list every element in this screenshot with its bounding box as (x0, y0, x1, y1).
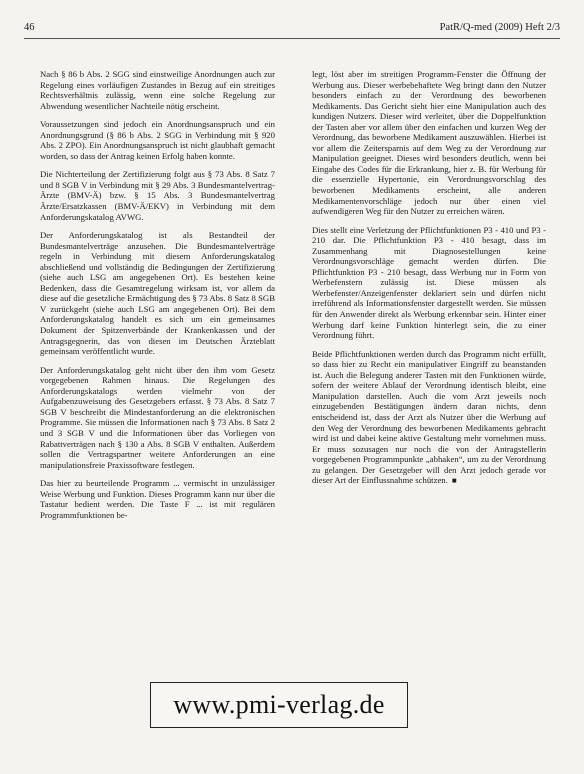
end-of-article-mark: ■ (451, 476, 457, 486)
left-column (40, 69, 275, 528)
paragraph: Dies stellt eine Verletzung der Pflichtfunktionen P3 - 410 und P3 - 210 dar. Die Pflichtfunktion P3 - 410 besagt, dass im Zusammenhang mit Diagnosestellungen keine Verordnungsvorschläge gemacht werden dürfen. Die Pflichtfunktion P3 - 210 besagt, dass Werbung nur in Form von Werbefenstern zulässig ist. Diese müssen als Werbefenster/Anzeigenfenster deklariert sein und dürfen nicht irreführend als Informationsfenster dargestellt werden. Sie müssen für den Anwender direkt als Werbung erkennbar sein. Hinter einer Werbung darf keine Funktion hinterlegt sein, die zu einer Verordnung führt. (312, 224, 546, 341)
header-rule (24, 38, 560, 39)
paragraph: Der Anforderungskatalog ist als Bestandteil der Bundesmantelverträge anzusehen. Die Bundesmantelverträge regeln in Verbindung mit diesem Anforderungskatalog abschließend und vollständig die Bedingungen der Zertifizierung (siehe auch LSG am angegebenen Ort). Es bestehen keine Bedenken, dass die Gesamtregelung wirksam ist, vor allem da diese auf die gesetzliche Ermächtigung des § 73 Abs. 8 Satz 8 SGB V zurückgeht (siehe auch LSG am angegebenen Ort). Bei dem Anforderungskatalog handelt es sich um ein gemeinsames Dokument der Spitzenverbände der Krankenkassen und der Antragsgegnerin, das von diesen im Deutschen Ärzteblatt gemeinsam veröffentlicht wurde. (40, 230, 275, 357)
paragraph: Das hier zu beurteilende Programm ... vermischt in unzulässiger Weise Werbung und Funktion. Dieses Programm kann nur über die Tastatur bedient werden. Die Taste F ... ist mit regulären Programmfunktionen be- (40, 478, 275, 520)
paragraph-text: Beide Pflichtfunktionen werden durch das Programm nicht erfüllt, so dass hier zu Recht ein manipulativer Eingriff zu beanstanden ist. Auch die Belegung anderer Tasten mit den Funktionen würde, sofern der weitere Ablauf der Verordnung identisch bleibt, eine Manipulation darstellen. Auch die vom Arzt jeweils noch einzugebenden Bestätigungen ändern daran nichts, denn entscheidend ist, dass der Arzt als Nutzer über die Werbung auf den Weg der Verordnung des beworbenen Medikaments gebracht wird ist und dabei keine aktive Gestaltung mehr vornehmen muss. Er muss sozusagen nur noch die von der Antragstellerin vorgegebenen Programmpunkte „abhaken“, um zu der Verordnung zu gelangen. Der Gesetzgeber will den Arzt jedoch gerade vor dieser Art der Einflussnahme schützen. (312, 348, 546, 486)
paragraph: Nach § 86 b Abs. 2 SGG sind einstweilige Anordnungen auch zur Regelung eines vorläufigen Zustandes in Bezug auf ein streitiges Rechtsverhältnis zulässig, wenn eine solche Regelung zur Abwendung wesentlicher Nachteile nötig erscheint. (40, 69, 275, 111)
publisher-url-banner (150, 682, 408, 728)
right-column (312, 69, 546, 495)
running-header (24, 22, 560, 36)
page-number: 46 (24, 22, 35, 33)
paragraph: Die Nichterteilung der Zertifizierung folgt aus § 73 Abs. 8 Satz 7 und 8 SGB V in Verbindung mit § 29 Abs. 3 Bundesmantelvertrag-Ärzte (BMV-Ä) bzw. § 15 Abs. 3 Bundesmantelvertrag Ärzte/Ersatzkassen (BMV-Ä/EKV) in Verbindung mit dem Anforderungskatalog AVWG. (40, 169, 275, 222)
paragraph: legt, löst aber im streitigen Programm-Fenster die Öffnung der Werbung aus. Dieser werbebehaftete Weg bringt dann den Nutzer besonders einfach zu der Verordnung des beworbenen Medikaments. Das Gericht sieht hier eine Manipulation auch des kundigen Nutzers. Dieser wird verleitet, über die Doppelfunktion der Tasten aber vor allem über den einfachen und kurzen Weg der Verordnung, das beworbene Medikament auszuwählen. Hierbei ist vor allem die Zeitersparnis auf dem Weg zu der Verordnung zur Manipulation geeignet. Dieses wird besonders deutlich, wenn bei Eingabe des Codes für die Erkrankung, hier z. B. für Werbung für die essenzielle Hypertonie, ein Verordnungsvorschlag des beworbenen Medikaments erscheint, alle anderen Medikamentenvorschläge jedoch nur über einen viel aufwendigeren Weg für den Nutzer zu erreichen wären. (312, 69, 546, 217)
publisher-url: www.pmi-verlag.de (173, 690, 385, 719)
journal-reference: PatR/Q-med (2009) Heft 2/3 (439, 22, 560, 33)
paragraph: Voraussetzungen sind jedoch ein Anordnungsanspruch und ein Anordnungsgrund (§ 86 b Abs. 2 SGG in Verbindung mit § 920 Abs. 2 ZPO). Ein Anordnungsanspruch ist nicht glaubhaft gemacht worden, so dass der Antrag keinen Erfolg haben konnte. (40, 119, 275, 161)
paragraph-last (312, 349, 546, 487)
paragraph: Der Anforderungskatalog geht nicht über den ihm vom Gesetz vorgegebenen Rahmen hinaus. Die Regelungen des Anforderungskatalogs werden vielmehr von der Aufgabenzuweisung des Gesetzgebers erfasst. § 73 Abs. 8 Satz 7 SGB V beschreibt die Mindestanforderung an die elektronischen Programme. Sie müssen die Informationen nach § 73 Abs. 8 Satz 2 und 3 SGB V und die Informationen über das Vorliegen von Rabattverträgen nach § 130 a Abs. 8 SGB V enthalten. Außerdem sollen die Vertragspartner weitere Anforderungen an eine manipulationsfreie Praxissoftware festlegen. (40, 364, 275, 470)
